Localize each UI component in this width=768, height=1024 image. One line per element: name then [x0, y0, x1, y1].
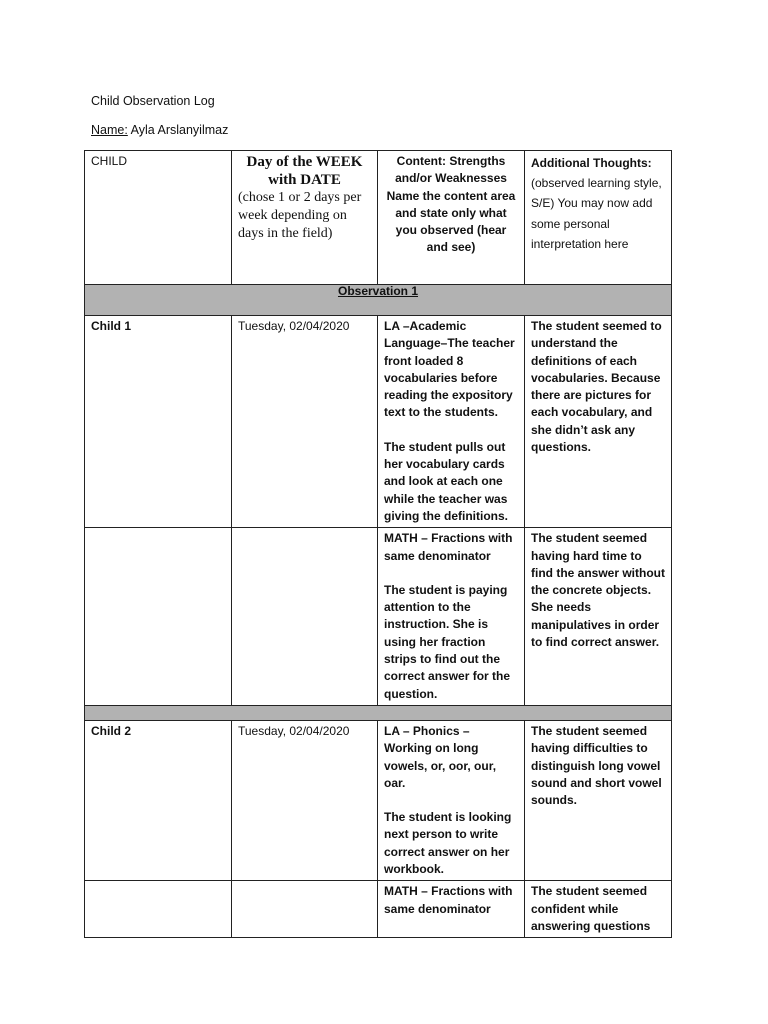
header-day-title: Day of the WEEK with DATE — [246, 154, 363, 188]
table-row — [85, 316, 672, 528]
header-day-note: (chose 1 or 2 days per week depending on days in the field) — [238, 190, 362, 241]
name-line — [91, 123, 228, 137]
date-cell — [232, 881, 378, 938]
table-row — [85, 881, 672, 938]
header-day — [232, 151, 378, 285]
content-note: The student is paying attention to the instruction. She is using her fraction strips to find out the correct answer for the question. — [384, 582, 511, 701]
content-note: The student pulls out her vocabulary cards and look at each one while the teacher was giving the definitions. — [384, 439, 508, 523]
section-row — [85, 285, 672, 316]
name-value: Ayla Arslanyilmaz — [127, 123, 229, 137]
table-row — [85, 720, 672, 880]
content-title: LA –Academic Language–The teacher front loaded 8 vocabularies before reading the expository text to the students. — [384, 319, 515, 420]
content-note: The student is looking next person to write correct answer on her workbook. — [384, 810, 512, 877]
content-title: LA – Phonics – Working on long vowels, or, oor, our, oar. — [384, 723, 497, 790]
thoughts-cell: The student seemed to understand the definitions of each vocabularies. Because there are pictures for each vocabulary, and she didn’t ask any questions. — [525, 316, 672, 528]
thoughts-cell: The student seemed having difficulties to distinguish long vowel sound and short vowel sounds. — [525, 720, 672, 880]
document-title: Child Observation Log — [91, 94, 215, 108]
header-thoughts — [525, 151, 672, 285]
section-cell — [85, 285, 672, 316]
date-cell: Tuesday, 02/04/2020 — [232, 316, 378, 528]
header-thoughts-title: Additional Thoughts: — [531, 156, 652, 170]
divider-cell — [85, 705, 672, 720]
table-row — [85, 528, 672, 706]
content-cell — [378, 316, 525, 528]
content-cell — [378, 528, 525, 706]
header-child: CHILD — [85, 151, 232, 285]
header-content: Content: Strengths and/or Weaknesses Name the content area and state only what you observed (hear and see) — [378, 151, 525, 285]
name-label: Name: — [91, 123, 128, 137]
content-title: MATH – Fractions with same denominator — [384, 884, 513, 916]
header-thoughts-note: (observed learning style, S/E) You may now add some personal interpretation here — [531, 176, 662, 251]
date-cell — [232, 528, 378, 706]
observation-table — [84, 150, 672, 938]
content-cell — [378, 720, 525, 880]
date-cell: Tuesday, 02/04/2020 — [232, 720, 378, 880]
child-cell — [85, 528, 232, 706]
child-cell — [85, 881, 232, 938]
header-row — [85, 151, 672, 285]
content-title: MATH – Fractions with same denominator — [384, 531, 513, 563]
section-label: Observation 1 — [337, 284, 419, 299]
content-cell — [378, 881, 525, 938]
child-cell: Child 1 — [85, 316, 232, 528]
section-divider — [85, 705, 672, 720]
child-cell: Child 2 — [85, 720, 232, 880]
thoughts-cell: The student seemed confident while answering questions — [525, 881, 672, 938]
thoughts-cell: The student seemed having hard time to find the answer without the concrete objects. She needs manipulatives in order to find correct answer. — [525, 528, 672, 706]
